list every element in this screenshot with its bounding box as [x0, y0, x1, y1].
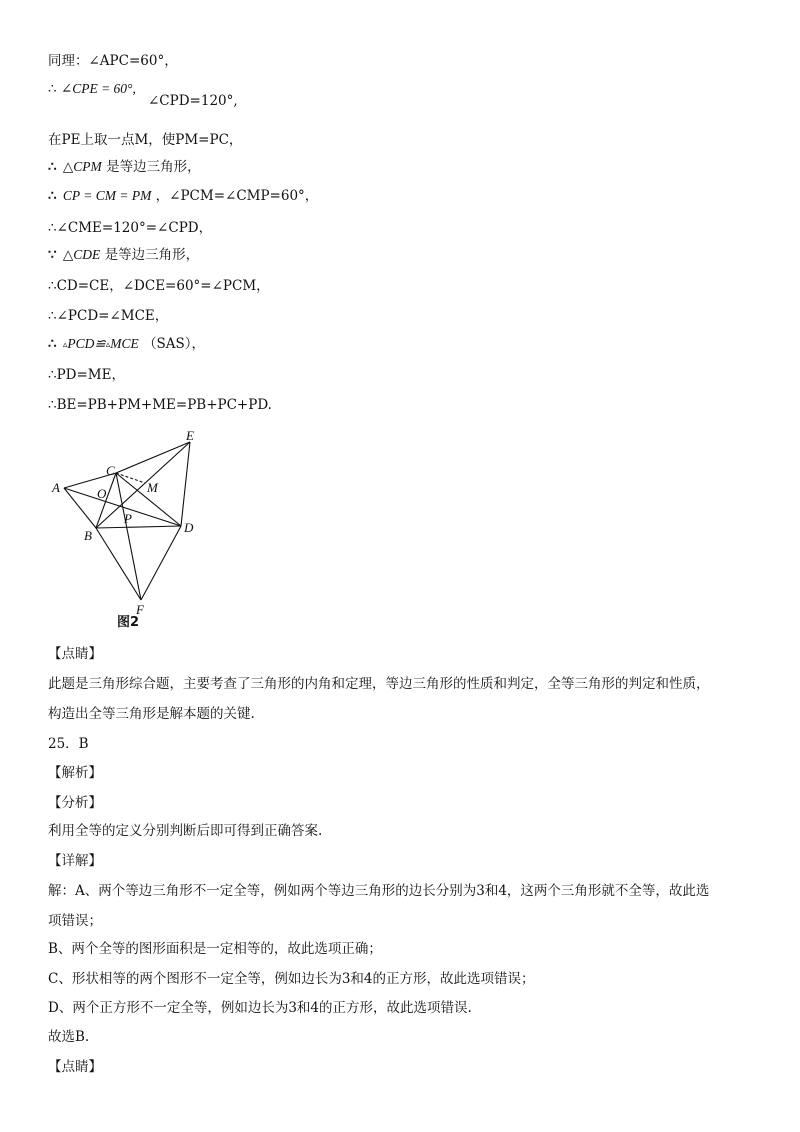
q25-jiexi-title: 【解析】 — [48, 765, 102, 781]
triangle-cde-formula: △CDE — [62, 247, 101, 262]
label-b: B — [84, 528, 92, 543]
therefore-symbol: ∴ — [48, 159, 57, 175]
label-p: P — [124, 511, 132, 526]
mce-formula: MCE — [110, 336, 139, 351]
pcd-congruent-formula: PCD≌ — [67, 336, 106, 351]
label-d: D — [184, 520, 194, 535]
triangle-icon: ▵ — [62, 340, 68, 350]
label-c: C — [106, 463, 115, 478]
label-f: F — [136, 602, 144, 617]
proof-line-6: ∴∠CME=120°=∠CPD， — [48, 220, 213, 236]
q25-option-d: D、两个正方形不一定全等，例如边长为3和4的正方形，故此选项错误. — [48, 1000, 472, 1016]
sas-text: （SAS）， — [143, 336, 206, 352]
therefore-symbol: ∴ — [48, 336, 57, 352]
q25-dianjing-title: 【点睛】 — [48, 1059, 102, 1075]
label-a: A — [52, 480, 60, 495]
therefore-symbol: ∴ — [48, 81, 57, 97]
segment-ce — [116, 442, 190, 473]
q25-fenxi-title: 【分析】 — [48, 795, 102, 811]
proof-line-12: ∴BE=PB+PM+ME=PB+PC+PD. — [48, 397, 272, 413]
cp-cm-pm-formula: CP = CM = PM — [62, 188, 152, 203]
proof-line-9: ∴∠PCD=∠MCE， — [48, 308, 169, 324]
segment-bd — [96, 526, 181, 528]
label-m: M — [147, 480, 158, 495]
proof-line-4 — [48, 158, 201, 176]
proof-line-7 — [48, 246, 199, 264]
because-symbol: ∵ — [48, 247, 57, 263]
proof-line-11: ∴PD=ME， — [48, 367, 125, 383]
proof-line-2 — [48, 80, 136, 98]
segment-cm — [116, 473, 145, 483]
equilateral-text: 是等边三角形， — [104, 247, 200, 263]
proof-line-5 — [48, 187, 318, 205]
triangle-cpm-formula: △CPM — [62, 159, 102, 174]
q25-answer: 25．B — [48, 736, 89, 752]
q25-option-a-line-1: 解：A、两个等边三角形不一定全等，例如两个等边三角形的边长分别为3和4，这两个三角形就不全等，故此选 — [48, 883, 710, 899]
geometry-figure — [48, 428, 248, 628]
angle-pcm-text: ，∠PCM=∠CMP=60°， — [155, 188, 319, 204]
q25-xiangjie-title: 【详解】 — [48, 853, 102, 869]
section-dianjing-title: 【点睛】 — [48, 646, 102, 662]
therefore-symbol: ∴ — [48, 188, 57, 204]
label-e: E — [186, 428, 194, 443]
segment-df — [141, 526, 181, 600]
label-o: O — [97, 486, 107, 501]
q25-fenxi-text: 利用全等的定义分别判断后即可得到正确答案. — [48, 823, 323, 839]
segment-ab — [64, 488, 96, 528]
figure-caption: 图2 — [117, 615, 140, 630]
dianjing-paragraph-1: 此题是三角形综合题，主要考查了三角形的内角和定理，等边三角形的性质和判定，全等三角形的判定和性质， — [48, 676, 710, 692]
equilateral-text: 是等边三角形， — [106, 159, 201, 175]
proof-line-10 — [48, 335, 205, 354]
segment-ed — [181, 442, 190, 526]
proof-line-3: 在PE上取一点M，使PM=PC， — [48, 132, 243, 148]
segment-be — [96, 442, 190, 528]
q25-option-c: C、形状相等的两个图形不一定全等，例如边长为3和4的正方形，故此选项错误； — [48, 971, 535, 987]
angle-cpe-formula: ∠CPE = 60°, — [60, 81, 136, 96]
triangle-icon: ▵ — [105, 340, 111, 350]
q25-option-a-line-2: 项错误； — [48, 913, 102, 929]
proof-line-2b: ∠CPD=120°, — [148, 93, 238, 109]
dianjing-paragraph-2: 构造出全等三角形是解本题的关键. — [48, 706, 255, 722]
q25-choice: 故选B. — [48, 1029, 90, 1045]
proof-line-8: ∴CD=CE，∠DCE=60°=∠PCM， — [48, 278, 270, 294]
q25-option-b: B、两个全等的图形面积是一定相等的，故此选项正确； — [48, 941, 382, 957]
proof-line-1: 同理：∠APC=60°， — [48, 53, 178, 69]
